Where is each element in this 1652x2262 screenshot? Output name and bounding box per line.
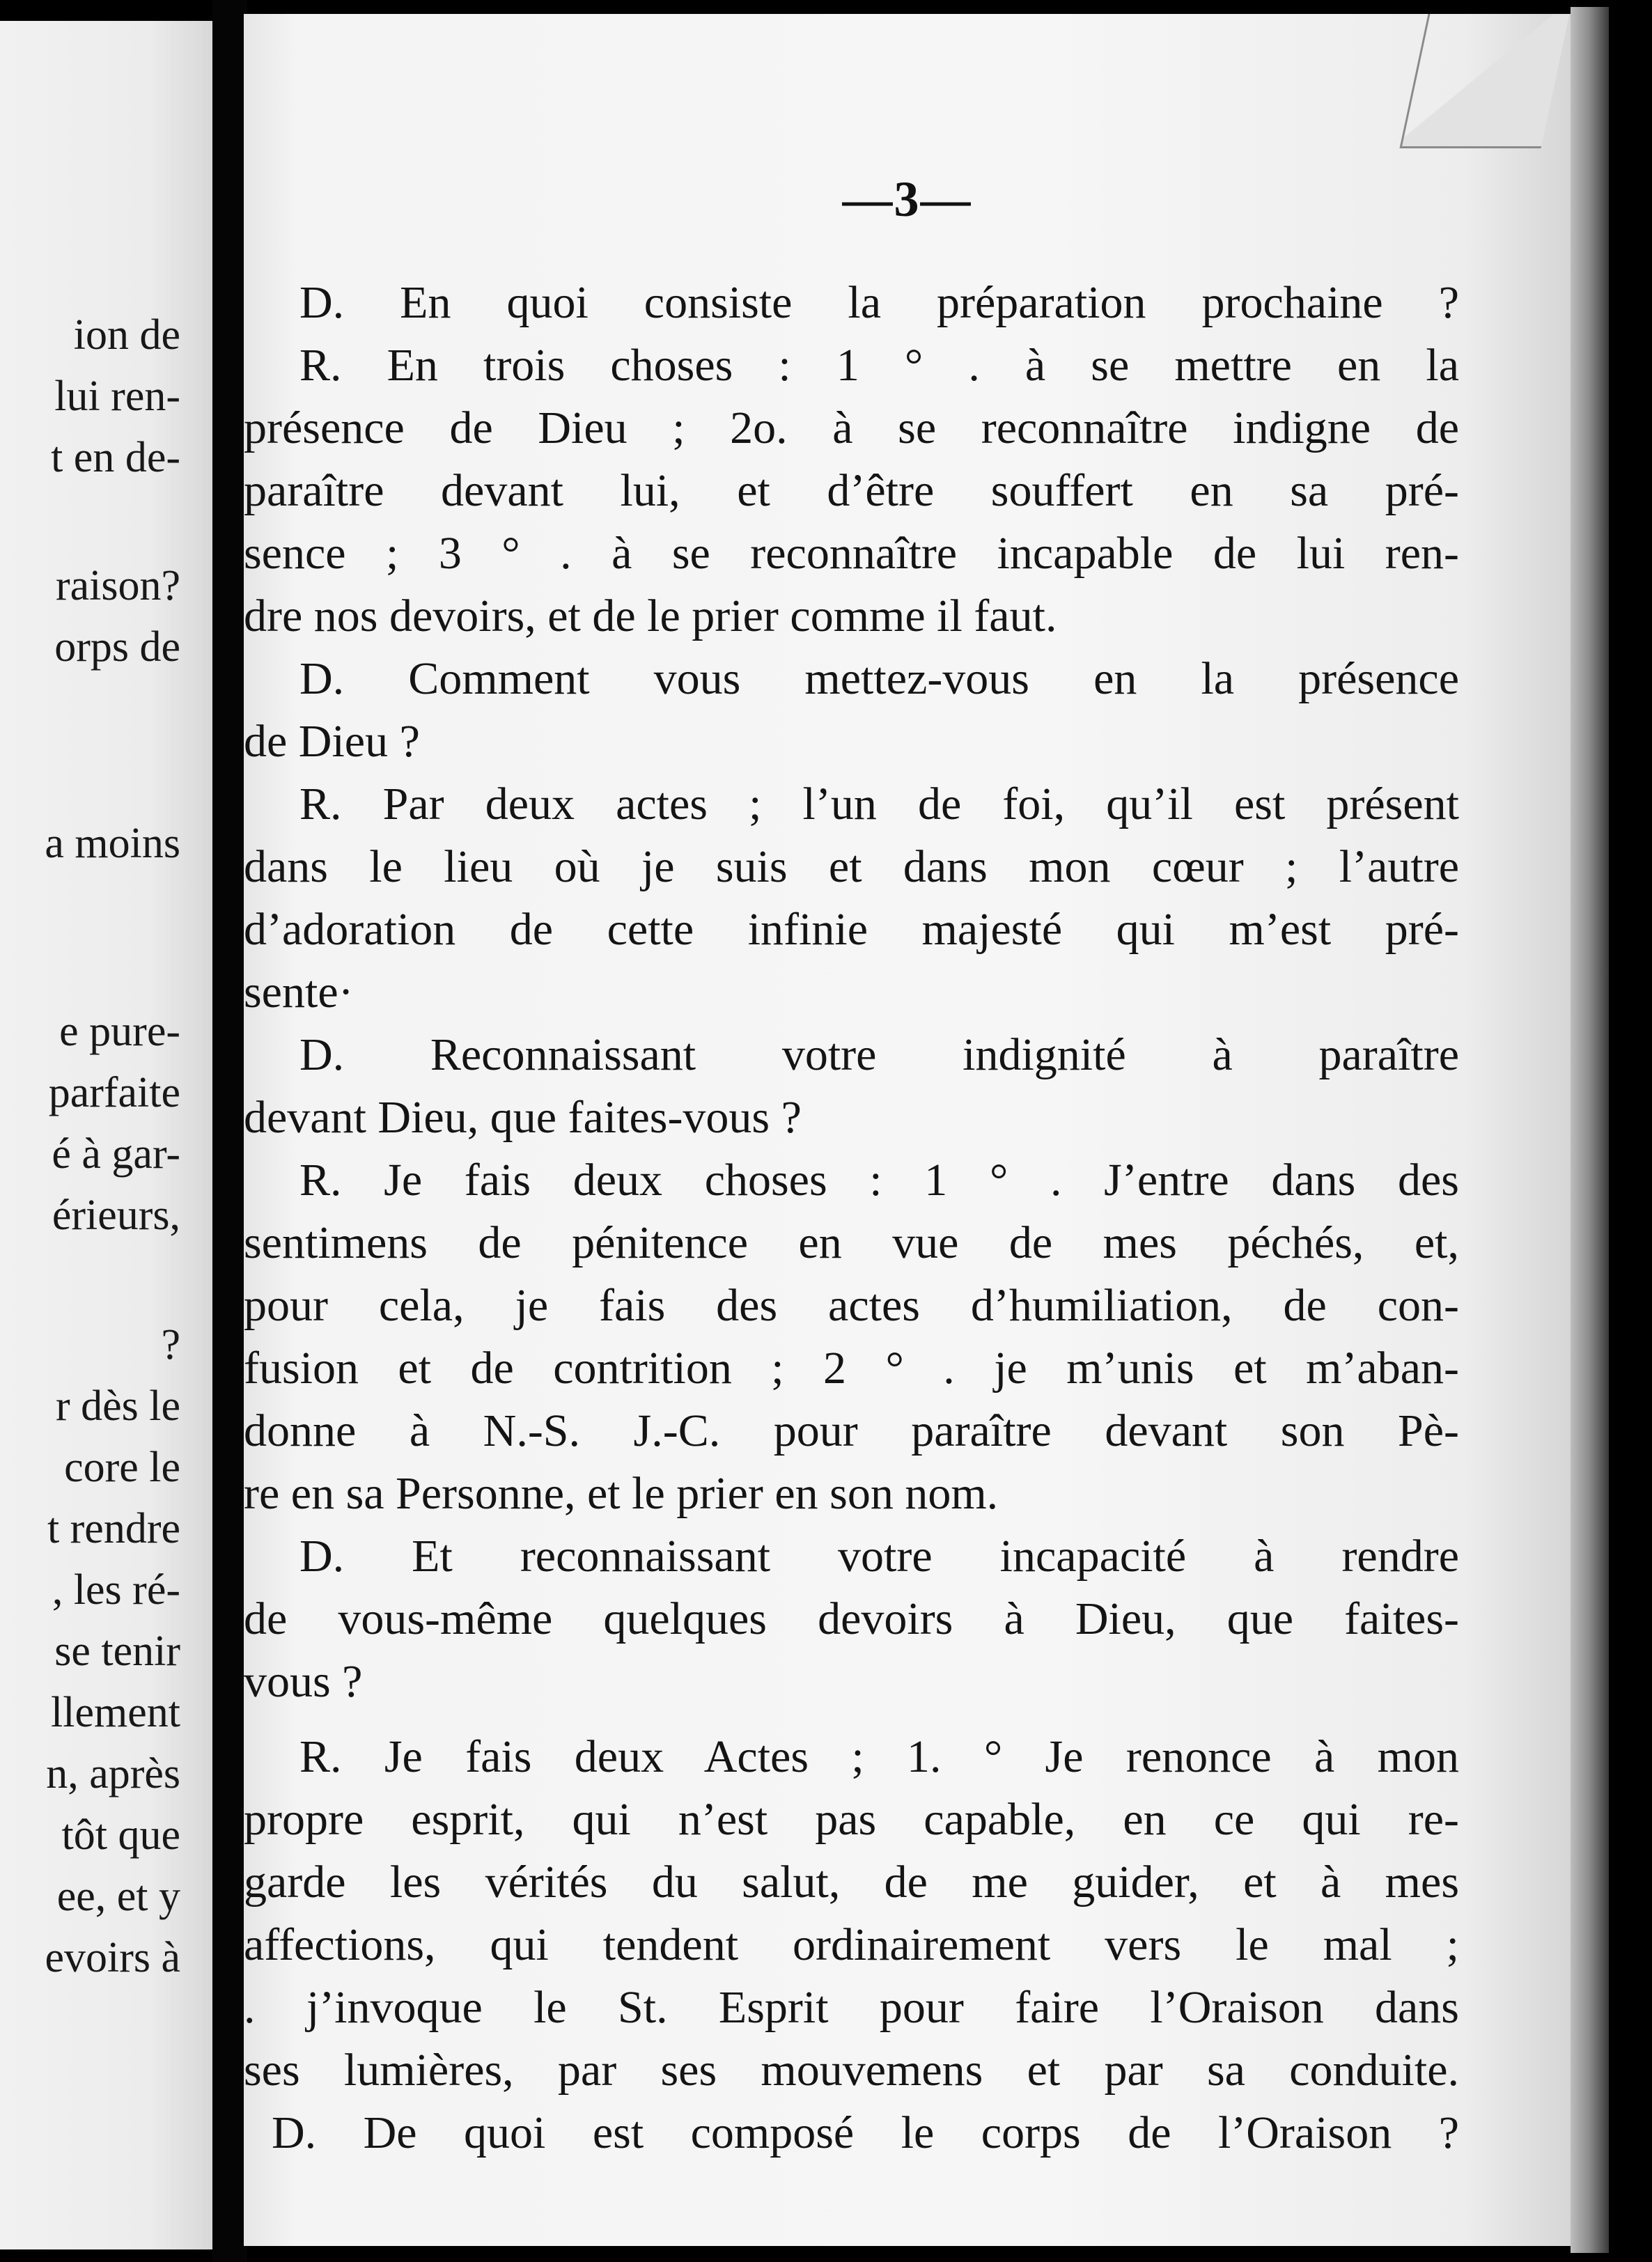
left-page-line: llement [51, 1689, 180, 1736]
text-line: affections, qui tendent ordinairement vers le mal ; [244, 1919, 1459, 1970]
text-line: d’adoration de cette infinie majesté qui m’est pré- [244, 904, 1459, 955]
left-page-line: se tenir [54, 1628, 180, 1675]
text-line: sentimens de pénitence en vue de mes péchés, et, [244, 1217, 1459, 1268]
left-page-line: lui ren- [54, 373, 180, 420]
right-page [244, 14, 1571, 2246]
text-line: paraître devant lui, et d’être souffert en sa pré- [244, 465, 1459, 516]
left-page-line: t rendre [47, 1505, 180, 1552]
text-line: dans le lieu où je suis et dans mon cœur ; l’autre [244, 841, 1459, 892]
left-page-line: ion de [73, 311, 180, 359]
left-page-line: é à gar- [52, 1130, 180, 1178]
left-page-line: e pure- [59, 1008, 180, 1055]
text-line: D. De quoi est composé le corps de l’Oraison ? [272, 2107, 1459, 2158]
text-line: sence ; 3 ° . à se reconnaître incapable de lui ren- [244, 528, 1459, 579]
page-number: —3— [842, 171, 972, 227]
text-line: re en sa Personne, et le prier en son nom. [244, 1468, 999, 1519]
left-page-line: érieurs, [52, 1192, 180, 1239]
text-line: R. Je fais deux choses : 1 ° . J’entre dans des [299, 1155, 1459, 1206]
left-page [0, 21, 212, 2249]
text-line: fusion et de contrition ; 2 ° . je m’unis et m’aban- [244, 1343, 1459, 1394]
text-line: présence de Dieu ; 2o. à se reconnaître indigne de [244, 403, 1459, 453]
left-page-line: parfaite [48, 1069, 180, 1116]
text-line: sente· [244, 967, 354, 1017]
text-line: dre nos devoirs, et de le prier comme il faut. [244, 591, 1057, 641]
text-line: devant Dieu, que faites-vous ? [244, 1092, 802, 1143]
text-line: ses lumières, par ses mouvemens et par sa conduite. [244, 2045, 1459, 2096]
text-line: pour cela, je fais des actes d’humiliation, de con- [244, 1280, 1459, 1331]
left-page-line: ee, et y [56, 1873, 180, 1920]
left-page-line: tôt que [61, 1811, 180, 1859]
text-line: D. Reconnaissant votre indignité à paraître [299, 1029, 1459, 1080]
text-line: D. En quoi consiste la préparation prochaine ? [299, 277, 1459, 328]
text-block [244, 14, 1459, 2246]
page-corner-fold [1399, 14, 1569, 148]
text-line: R. Je fais deux Actes ; 1. ° Je renonce à mon [299, 1731, 1459, 1782]
text-line: vous ? [244, 1656, 363, 1707]
text-line: garde les vérités du salut, de me guider, et à mes [244, 1857, 1459, 1908]
text-line: D. Et reconnaissant votre incapacité à rendre [299, 1531, 1459, 1582]
left-page-line: a moins [45, 820, 180, 867]
text-line: donne à N.-S. J.-C. pour paraître devant son Pè- [244, 1405, 1459, 1456]
text-line: R. Par deux actes ; l’un de foi, qu’il est présent [299, 779, 1459, 829]
text-line: propre esprit, qui n’est pas capable, en ce qui re- [244, 1794, 1459, 1845]
text-line: . j’invoque le St. Esprit pour faire l’Oraison dans [244, 1982, 1459, 2033]
left-page-line: ? [161, 1321, 180, 1368]
text-line: R. En trois choses : 1 ° . à se mettre en la [299, 340, 1459, 391]
text-line: de vous-même quelques devoirs à Dieu, que faites- [244, 1593, 1459, 1644]
left-page-line: , les ré- [52, 1566, 180, 1614]
left-page-line: t en de- [51, 434, 180, 481]
left-page-line: core le [64, 1444, 180, 1491]
text-line: D. Comment vous mettez-vous en la présence [299, 653, 1459, 704]
text-line: de Dieu ? [244, 716, 420, 767]
left-page-line: r dès le [55, 1382, 180, 1430]
left-page-line: orps de [54, 623, 180, 671]
page-edge [1571, 7, 1609, 2253]
left-page-line: n, après [46, 1750, 180, 1797]
left-page-line: raison? [55, 562, 180, 609]
left-page-line: evoirs à [45, 1934, 180, 1981]
book-gutter [212, 0, 247, 2262]
